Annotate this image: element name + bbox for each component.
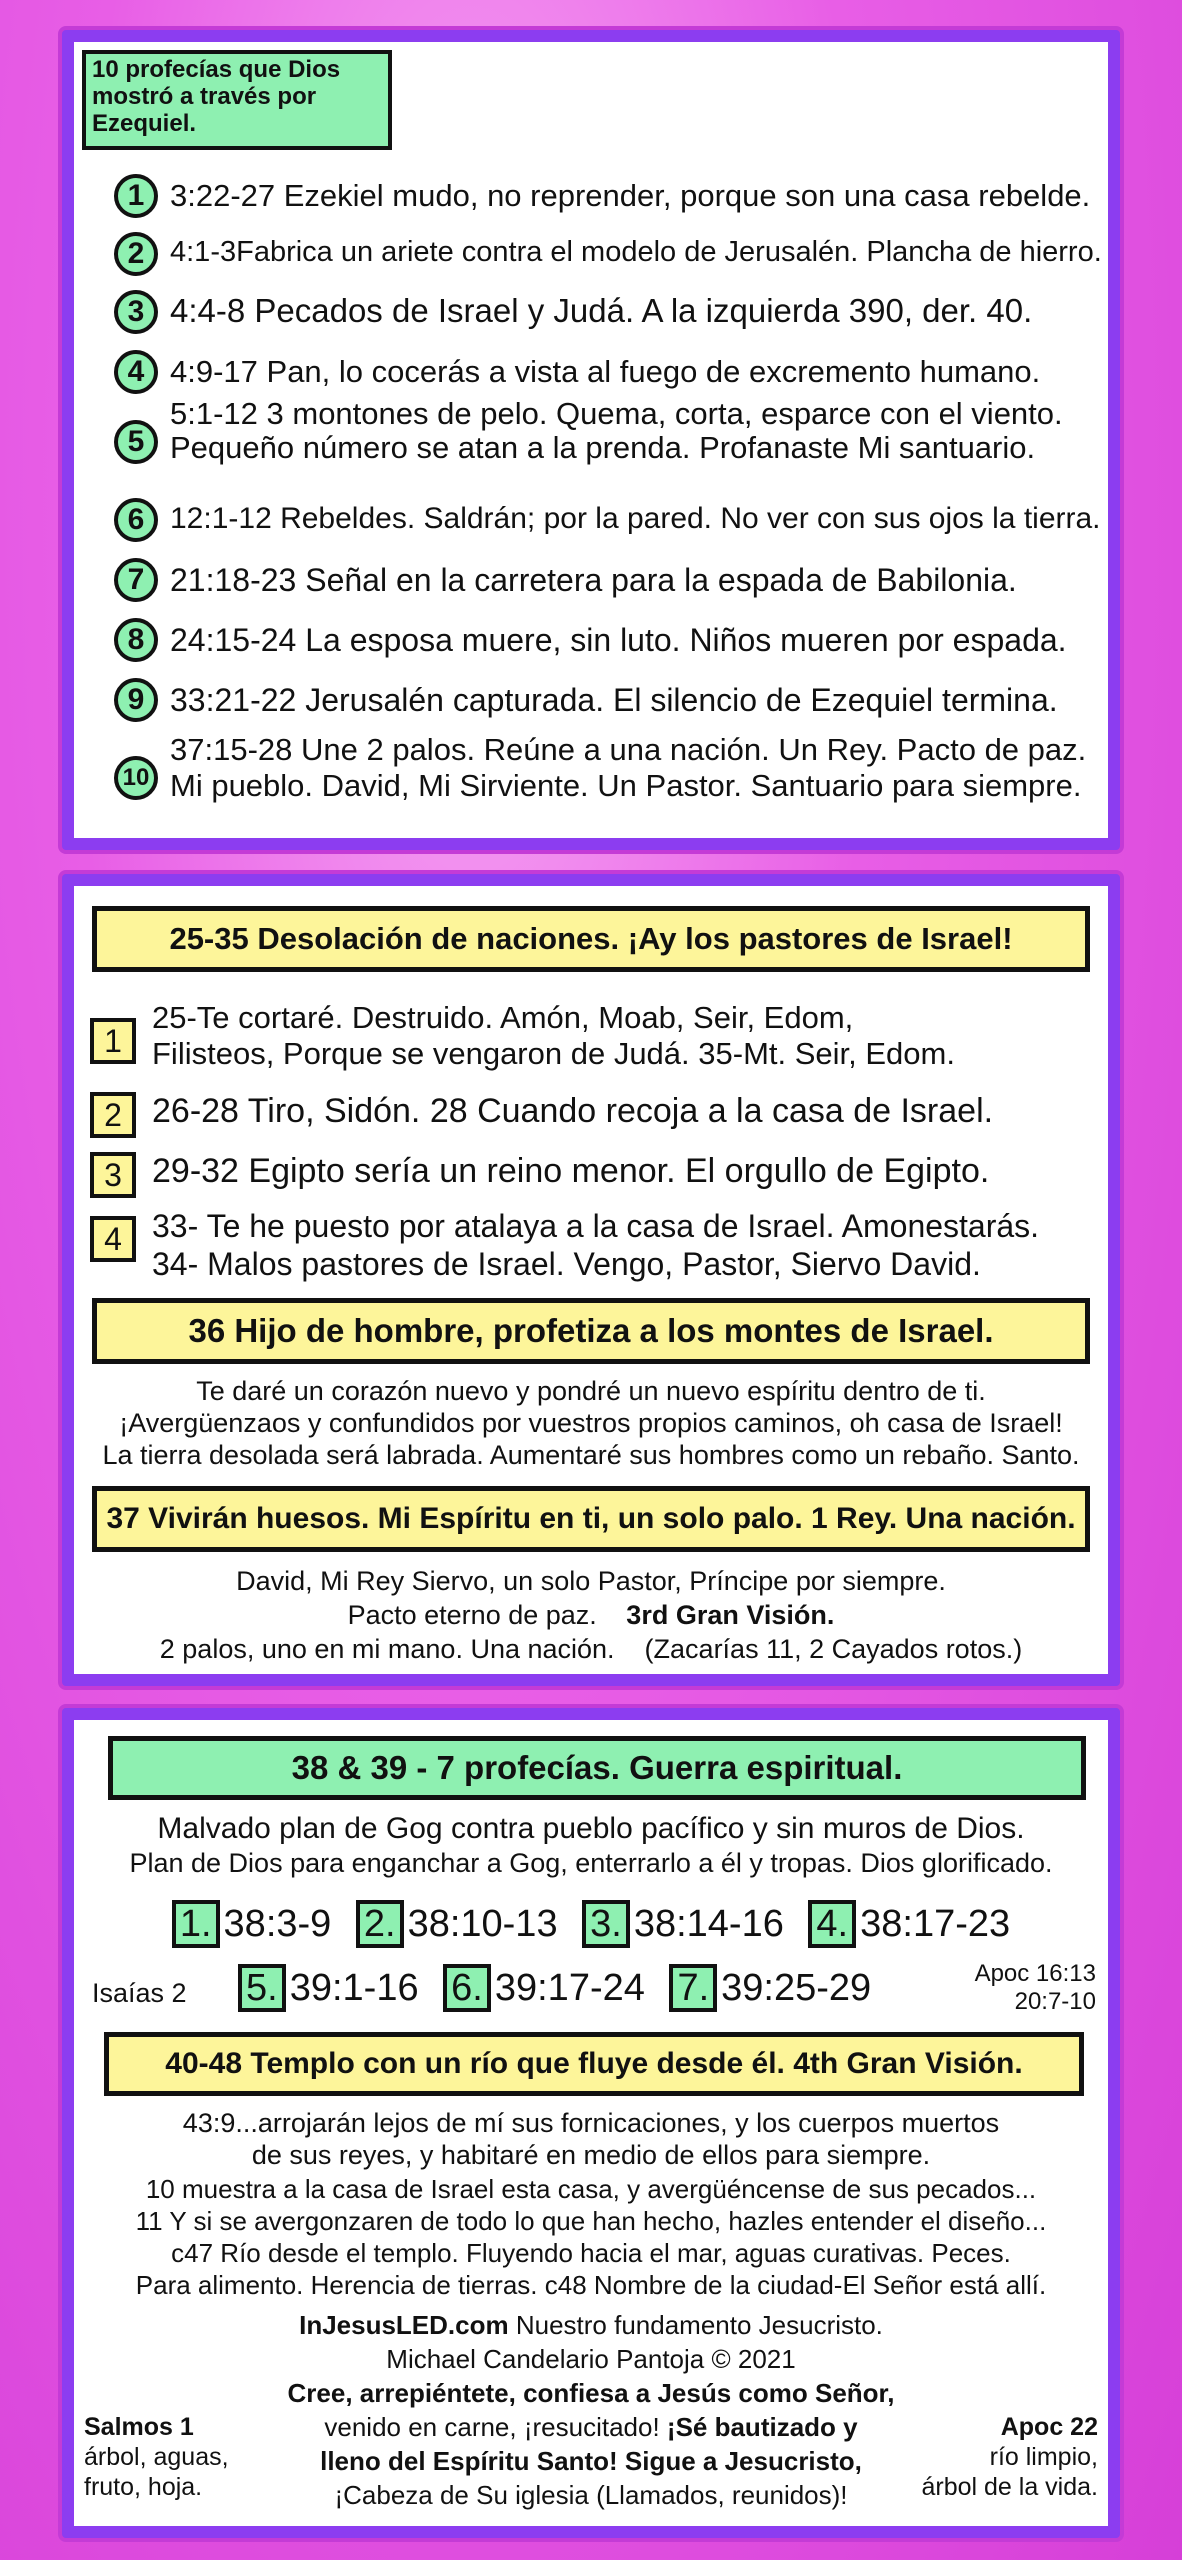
website-line bbox=[74, 2310, 1108, 2341]
chapter36-line: La tierra desolada será labrada. Aumentaré sus hombres como un rebaño. Santo. bbox=[102, 1440, 1080, 1470]
cta-line: lleno del Espíritu Santo! Sigue a Jesucristo, bbox=[320, 2446, 862, 2476]
temple-line: c47 Río desde el templo. Fluyendo hacia el mar, aguas curativas. Peces. bbox=[171, 2238, 1011, 2268]
number-square: 3 bbox=[90, 1152, 136, 1198]
cta-line: Cree, arrepiéntete, confiesa a Jesús como Señor, bbox=[287, 2378, 895, 2408]
ref-text: 38:10-13 bbox=[407, 1903, 558, 1945]
refs-row-1 bbox=[74, 1900, 1108, 1948]
chapter36-line: ¡Avergüenzaos y confundidos por vuestros propios caminos, oh casa de Israel! bbox=[119, 1408, 1063, 1438]
apoc-ref bbox=[975, 1960, 1096, 2016]
number-circle: 2 bbox=[114, 232, 158, 276]
chapter36-line: Te daré un corazón nuevo y pondré un nuevo espíritu dentro de ti. bbox=[196, 1376, 986, 1406]
ref-number: 7. bbox=[669, 1964, 717, 2012]
number-circle: 6 bbox=[114, 498, 158, 542]
ref-number: 4. bbox=[808, 1900, 856, 1948]
number-circle: 9 bbox=[114, 678, 158, 722]
apoc22-ref bbox=[921, 2412, 1098, 2502]
temple-line: 43:9...arrojarán lejos de mí sus fornicaciones, y los cuerpos muertos bbox=[182, 2108, 1000, 2138]
desolation-header: 25-35 Desolación de naciones. ¡Ay los pastores de Israel! bbox=[92, 906, 1090, 972]
item-text: 5:1-12 3 montones de pelo. Quema, corta, esparce con el viento. bbox=[170, 396, 1063, 431]
apoc22-title: Apoc 22 bbox=[1000, 2413, 1098, 2441]
ref-number: 6. bbox=[443, 1964, 491, 2012]
temple-line: 10 muestra a la casa de Israel esta casa, y avergüéncense de sus pecados... bbox=[145, 2174, 1037, 2204]
refs-row-2 bbox=[238, 1964, 871, 2012]
number-circle: 8 bbox=[114, 618, 158, 662]
ref-number: 1. bbox=[172, 1900, 220, 1948]
item-text-2: Pequeño número se atan a la prenda. Profanaste Mi santuario. bbox=[170, 430, 1036, 465]
item-text: 4:1-3Fabrica un ariete contra el modelo de Jerusalén. Plancha de hierro. bbox=[170, 236, 1102, 268]
chapter37-header: 37 Vivirán huesos. Mi Espíritu en ti, un solo palo. 1 Rey. Una nación. bbox=[92, 1486, 1090, 1552]
ref-number: 5. bbox=[238, 1964, 286, 2012]
item-text-2: Filisteos, Porque se vengaron de Judá. 35-Mt. Seir, Edom. bbox=[152, 1036, 955, 1071]
number-circle: 5 bbox=[114, 420, 158, 464]
item-text: 12:1-12 Rebeldes. Saldrán; por la pared. No ver con sus ojos la tierra. bbox=[170, 502, 1101, 535]
gog-header: 38 & 39 - 7 profecías. Guerra espiritual. bbox=[108, 1736, 1086, 1800]
isaias-ref: Isaías 2 bbox=[92, 1978, 187, 2008]
ref-text: 39:17-24 bbox=[494, 1967, 645, 2009]
apoc-ref-line: Apoc 16:13 bbox=[974, 1960, 1096, 1987]
item-text: 3:22-27 Ezekiel mudo, no reprender, porque son una casa rebelde. bbox=[170, 178, 1091, 213]
item-text-2: Mi pueblo. David, Mi Sirviente. Un Pastor. Santuario para siempre. bbox=[170, 768, 1082, 803]
website-link[interactable]: InJesusLED.com bbox=[299, 2310, 509, 2340]
apoc22-line: árbol de la vida. bbox=[921, 2473, 1098, 2501]
chapter37-line: David, Mi Rey Siervo, un solo Pastor, Príncipe por siempre. bbox=[236, 1566, 946, 1596]
gog-line: Plan de Dios para enganchar a Gog, enterrarlo a él y tropas. Dios glorificado. bbox=[129, 1848, 1053, 1878]
cta-line: ¡Cabeza de Su iglesia (Llamados, reunidos)! bbox=[334, 2480, 848, 2510]
chapter36-header: 36 Hijo de hombre, profetiza a los montes de Israel. bbox=[92, 1298, 1090, 1364]
number-square: 4 bbox=[90, 1216, 136, 1262]
covenant-text: Pacto eterno de paz. bbox=[347, 1600, 597, 1630]
prophecies-panel-2 bbox=[62, 874, 1120, 1686]
item-text: 21:18-23 Señal en la carretera para la espada de Babilonia. bbox=[170, 562, 1017, 598]
ref-text: 38:14-16 bbox=[633, 1903, 784, 1945]
number-square: 1 bbox=[90, 1018, 136, 1064]
author-line: Michael Candelario Pantoja © 2021 bbox=[386, 2344, 796, 2374]
item-text: 37:15-28 Une 2 palos. Reúne a una nación. Un Rey. Pacto de paz. bbox=[170, 732, 1087, 767]
salmos-line: árbol, aguas, bbox=[84, 2443, 229, 2471]
temple-header: 40-48 Templo con un río que fluye desde él. 4th Gran Visión. bbox=[104, 2032, 1084, 2096]
website-tagline: Nuestro fundamento Jesucristo. bbox=[508, 2310, 883, 2340]
item-text: 33- Te he puesto por atalaya a la casa de Israel. Amonestarás. bbox=[152, 1208, 1040, 1244]
item-text: 26-28 Tiro, Sidón. 28 Cuando recoja a la casa de Israel. bbox=[152, 1092, 994, 1130]
prophecies-panel-1 bbox=[62, 30, 1120, 850]
item-text: 25-Te cortaré. Destruido. Amón, Moab, Seir, Edom, bbox=[152, 1000, 854, 1035]
ref-text: 39:25-29 bbox=[721, 1967, 872, 2009]
temple-line: de sus reyes, y habitaré en medio de ellos para siempre. bbox=[251, 2140, 931, 2170]
apoc-ref-line: 20:7-10 bbox=[1014, 1988, 1096, 2015]
temple-line: 11 Y si se avergonzaren de todo lo que han hecho, hazles entender el diseño... bbox=[135, 2206, 1047, 2236]
number-circle: 7 bbox=[114, 558, 158, 602]
salmos-title: Salmos 1 bbox=[84, 2413, 194, 2441]
cta-risen: venido en carne, ¡resucitado! bbox=[324, 2412, 660, 2442]
temple-line: Para alimento. Herencia de tierras. c48 Nombre de la ciudad-El Señor está allí. bbox=[135, 2270, 1047, 2300]
third-vision-label: 3rd Gran Visión. bbox=[626, 1600, 835, 1630]
ref-number: 2. bbox=[356, 1900, 404, 1948]
item-text: 29-32 Egipto sería un reino menor. El orgullo de Egipto. bbox=[152, 1152, 990, 1190]
apoc22-line: río limpio, bbox=[989, 2443, 1098, 2471]
cta-baptized: ¡Sé bautizado y bbox=[659, 2412, 858, 2442]
ref-text: 38:3-9 bbox=[223, 1903, 332, 1945]
ref-number: 3. bbox=[582, 1900, 630, 1948]
gog-line: Malvado plan de Gog contra pueblo pacífico y sin muros de Dios. bbox=[157, 1812, 1025, 1845]
item-text: 24:15-24 La esposa muere, sin luto. Niños mueren por espada. bbox=[170, 622, 1067, 658]
item-text-2: 34- Malos pastores de Israel. Vengo, Pastor, Siervo David. bbox=[152, 1246, 981, 1282]
item-text: 33:21-22 Jerusalén capturada. El silencio de Ezequiel termina. bbox=[170, 682, 1058, 718]
item-text: 4:4-8 Pecados de Israel y Judá. A la izquierda 390, der. 40. bbox=[170, 292, 1033, 329]
number-circle: 3 bbox=[114, 290, 158, 334]
number-square: 2 bbox=[90, 1092, 136, 1138]
number-circle: 1 bbox=[114, 174, 158, 218]
item-text: 4:9-17 Pan, lo cocerás a vista al fuego de excremento humano. bbox=[170, 354, 1041, 389]
prophecies-panel-3 bbox=[62, 1708, 1120, 2538]
ref-text: 38:17-23 bbox=[860, 1903, 1011, 1945]
salmos-line: fruto, hoja. bbox=[84, 2473, 203, 2501]
chapter37-line: 2 palos, uno en mi mano. Una nación. (Zacarías 11, 2 Cayados rotos.) bbox=[159, 1634, 1023, 1664]
salmos-ref bbox=[84, 2412, 229, 2502]
ref-text: 39:1-16 bbox=[289, 1967, 419, 2009]
number-circle: 10 bbox=[114, 756, 158, 800]
section1-title: 10 profecías que Dios mostró a través por Ezequiel. bbox=[82, 50, 392, 150]
number-circle: 4 bbox=[114, 350, 158, 394]
chapter37-line bbox=[74, 1600, 1108, 1631]
